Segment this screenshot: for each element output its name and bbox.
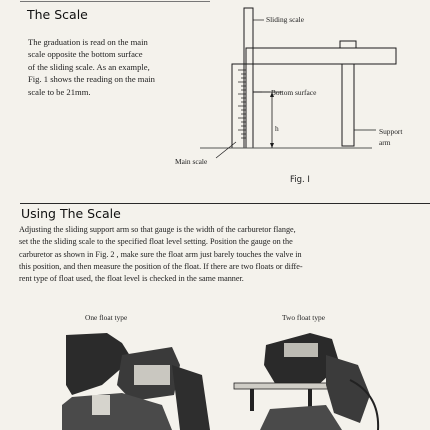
text-line: carburetor as shown in Fig. 2 , make sure the float arm just barely touches the valve in [19, 249, 302, 259]
text-line: scale to be 21mm. [28, 86, 91, 97]
text-line: of the sliding scale. As an example, [28, 61, 150, 72]
horizontal-beam [246, 48, 396, 64]
figure-1-diagram [0, 0, 430, 200]
caption-one-float: One float type [85, 313, 128, 322]
photo-one-float [62, 325, 212, 430]
section-title-the-scale: The Scale [27, 7, 88, 22]
text-line: Fig. 1 shows the reading on the main [28, 74, 155, 85]
label-main-scale: Main scale [175, 157, 208, 166]
label-support-arm: Support arm [379, 127, 403, 147]
section-title-using-the-scale: Using The Scale [21, 206, 121, 221]
text-line: rent type of float used, the float level is checked in the same manner. [19, 274, 244, 284]
text-line: this position, and then measure the position of the float. If there are two floats or diffe- [19, 261, 303, 271]
label-bottom-surface: Bottom surface [271, 88, 317, 97]
section-divider [20, 203, 430, 204]
usage-instructions [19, 224, 303, 285]
beam-nub [340, 41, 356, 48]
caption-two-float: Two float type [282, 313, 325, 322]
label-sliding-scale: Sliding scale [266, 15, 304, 24]
label-h: h [275, 124, 279, 133]
text-line: scale opposite the bottom surface [28, 49, 143, 60]
text-line: Adjusting the sliding support arm so that gauge is the width of the carburetor flange, [19, 225, 296, 234]
figure-1-caption: Fig. I [290, 175, 310, 185]
text-line: The graduation is read on the main [28, 37, 148, 47]
photo-two-float [230, 325, 380, 430]
support-arm [342, 64, 354, 146]
text-line: set the the sliding scale to the specified float level setting. Position the gauge on the [19, 237, 293, 247]
